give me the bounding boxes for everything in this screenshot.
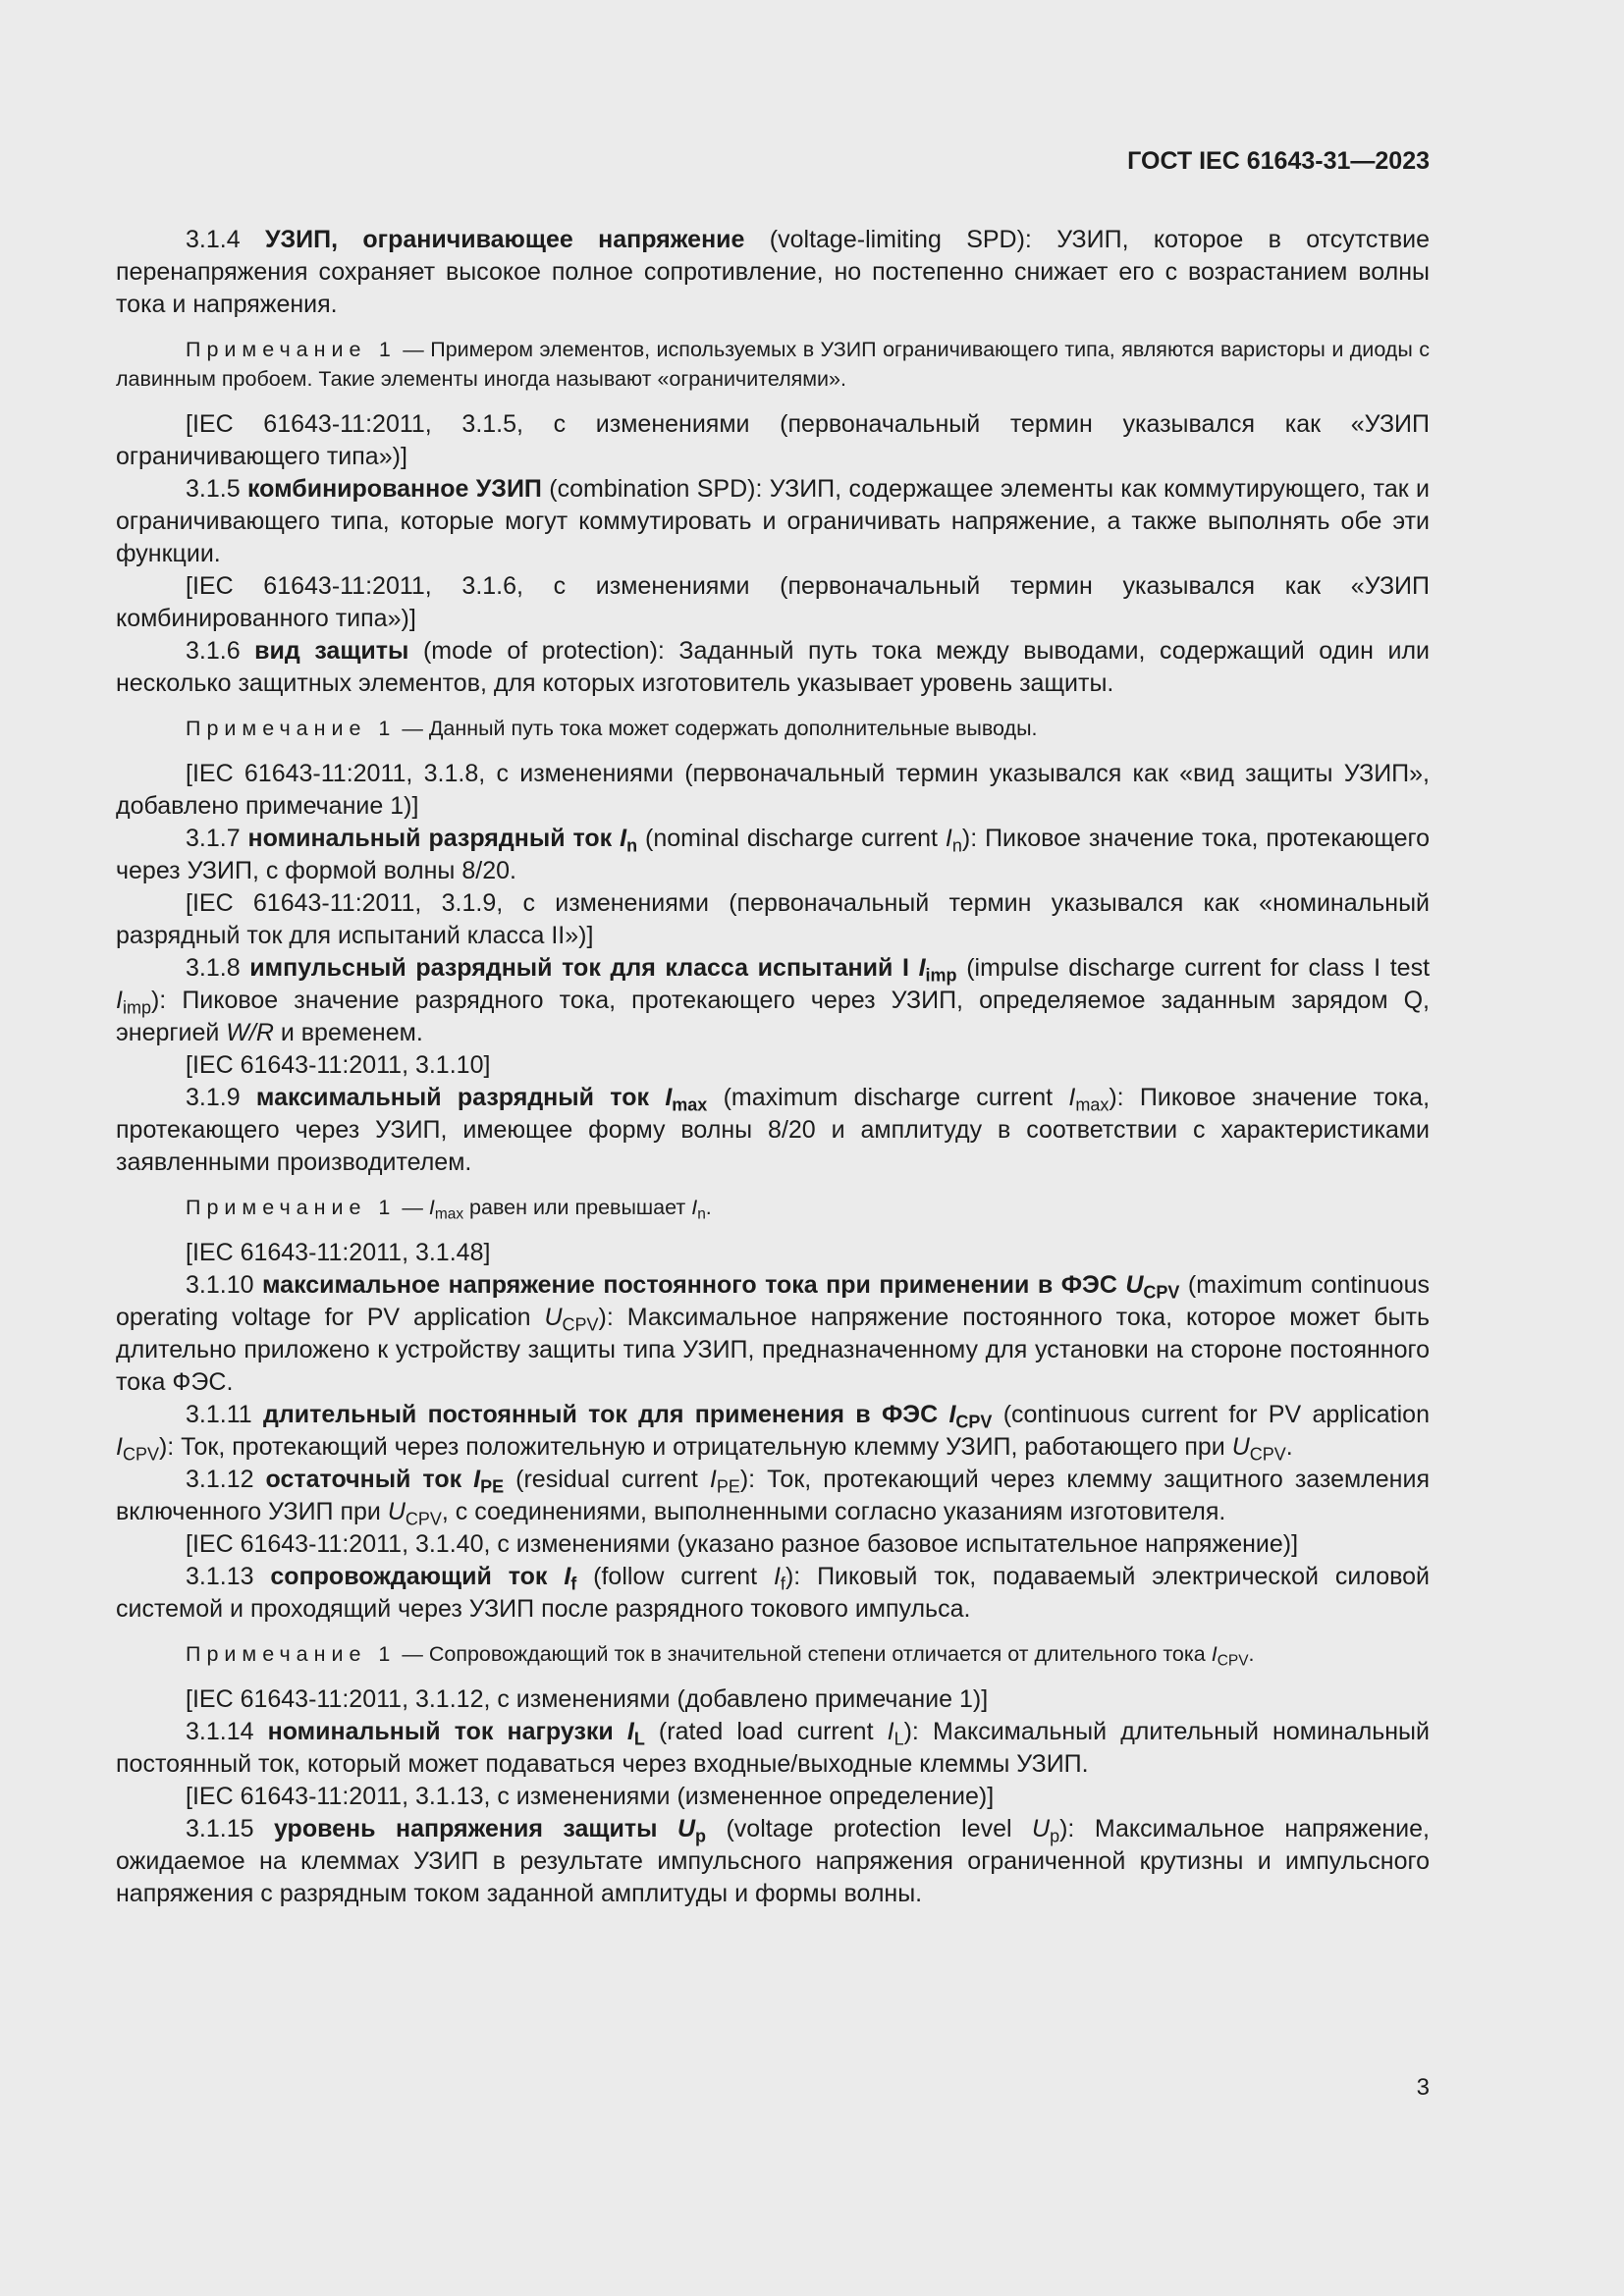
definition-3-1-7: 3.1.7 номинальный разрядный ток $I_n$ (nominal discharge current $I_n$): Пиковое значение тока, протекающего через УЗИП, с формой волны 8/20. (116, 825, 1431, 884)
definition-3-1-11: 3.1.11 длительный постоянный ток для применения в ФЭС $I_{CPV}$ (continuous current for PV application $I_{CPV}$): Ток, протекающий через положительную и отрицательную клемму УЗИП, работающего при $U_{CPV}$. (116, 1401, 1430, 1465)
term-name: остаточный ток $I_{PE}$ (265, 1466, 505, 1497)
term-name: уровень напряжения защиты $U_p$ (273, 1815, 707, 1846)
note-3-1-6: Примечание 1 — Данный путь тока может содержать дополнительные выводы. (186, 717, 1038, 740)
reference-3-1-13: [IEC 61643-11:2011, 3.1.12, с изменениями (добавлено примечание 1)] (186, 1685, 989, 1713)
reference-3-1-5: [IEC 61643-11:2011, 3.1.6, с изменениями (первоначальный термин указывался как «УЗИП комбинированного типа»)] (116, 572, 1430, 632)
definition-3-1-13: 3.1.13 сопровождающий ток $I_f$ (follow current $I_f$): Пиковый ток, подаваемый электрической силовой системой и проходящий через УЗИП после разрядного токового импульса. (116, 1563, 1430, 1623)
reference-3-1-8: [IEC 61643-11:2011, 3.1.10] (186, 1051, 491, 1079)
definition-3-1-15: 3.1.15 уровень напряжения защиты $U_p$ (voltage protection level $U_p$): Максимальное напряжение, ожидаемое на клеммах УЗИП в результате импульсного напряжения ограниченной крутизны и импульсного напряжения с разрядным током заданной амплитуды и формы волны. (116, 1815, 1430, 1907)
term-name: комбинированное УЗИП (246, 475, 542, 503)
definition-3-1-8: 3.1.8 импульсный разрядный ток для класса испытаний I $I_{imp}$ (impulse discharge current for class I test $I_{imp}$): Пиковое значение разрядного тока, протекающего через УЗИП, определяемое заданным зарядом Q, энергией W/R и временем. (116, 954, 1431, 1046)
note-3-1-13: Примечание 1 — Сопровождающий ток в значительной степени отличается от длительного тока $I_{CPV}$. (186, 1642, 1255, 1670)
definition-3-1-9: 3.1.9 максимальный разрядный ток $I_{max}$ (maximum discharge current $I_{max}$): Пиковое значение тока, протекающего через УЗИП, имеющее форму волны 8/20 и амплитуду в соответствии с характеристиками заявленными производителем. (116, 1084, 1431, 1176)
term-name: УЗИП, ограничивающее напряжение (264, 226, 745, 253)
reference-3-1-12: [IEC 61643-11:2011, 3.1.40, с изменениями (указано разное базовое испытательное напряжение)] (186, 1530, 1299, 1558)
reference-3-1-6: [IEC 61643-11:2011, 3.1.8, с изменениями (первоначальный термин указывался как «вид защиты УЗИП», добавлено примечание 1)] (116, 760, 1430, 820)
definition-3-1-14: 3.1.14 номинальный ток нагрузки $I_L$ (rated load current $I_L$): Максимальный длительный номинальный постоянный ток, который может подаваться через входные/выходные клеммы УЗИП. (116, 1718, 1430, 1778)
term-name: номинальный разрядный ток $I_n$ (247, 825, 638, 856)
reference-3-1-14: [IEC 61643-11:2011, 3.1.13, с изменениями (измененное определение)] (186, 1783, 995, 1810)
reference-3-1-9: [IEC 61643-11:2011, 3.1.48] (186, 1239, 491, 1266)
term-name: сопровождающий ток $I_f$ (270, 1563, 577, 1594)
definition-3-1-10: 3.1.10 максимальное напряжение постоянного тока при применении в ФЭС $U_{CPV}$ (maximum continuous operating voltage for PV application $U_{CPV}$): Максимальное напряжение постоянного тока, которое может быть длительно приложено к устройству защиты типа УЗИП, предназначенному для установки на стороне постоянного тока ФЭС. (116, 1271, 1430, 1396)
note-3-1-9: Примечание 1 — $I_{max}$ равен или превышает $I_n$. (186, 1196, 712, 1223)
definition-3-1-12: 3.1.12 остаточный ток $I_{PE}$ (residual current $I_{PE}$): Ток, протекающий через клемму защитного заземления включенного УЗИП при $U_{CPV}$, с соединениями, выполненными согласно указаниям изготовителя. (116, 1466, 1430, 1529)
definition-3-1-5: 3.1.5 комбинированное УЗИП (combination SPD): УЗИП, содержащее элементы как коммутирующего, так и ограничивающего типа, которые могут коммутировать и ограничивать напряжение, а также выполнять обе эти функции. (116, 475, 1430, 567)
term-name: максимальный разрядный ток $I_{max}$ (255, 1084, 708, 1115)
term-name: длительный постоянный ток для применения в ФЭС $I_{CPV}$ (262, 1401, 993, 1432)
document-id-header: ГОСТ IEC 61643-31—2023 (1127, 147, 1430, 175)
term-name: номинальный ток нагрузки $I_L$ (267, 1718, 645, 1749)
page-number: 3 (1416, 2074, 1430, 2101)
note-3-1-4: Примечание 1 — Примером элементов, используемых в УЗИП ограничивающего типа, являются варисторы и диоды с лавинным пробоем. Такие элементы иногда называют «ограничителями». (116, 338, 1430, 391)
reference-3-1-7: [IEC 61643-11:2011, 3.1.9, с изменениями (первоначальный термин указывался как «номинальный разрядный ток для испытаний класса II»)] (116, 889, 1430, 949)
document-body (116, 224, 1430, 1910)
reference-3-1-4: [IEC 61643-11:2011, 3.1.5, с изменениями (первоначальный термин указывался как «УЗИП ограничивающего типа»)] (116, 410, 1430, 470)
definition-3-1-4: 3.1.4 УЗИП, ограничивающее напряжение (voltage-limiting SPD): УЗИП, которое в отсутствие перенапряжения сохраняет высокое полное сопротивление, но постепенно снижает его с возрастанием волны тока и напряжения. (116, 226, 1430, 318)
term-name: максимальное напряжение постоянного тока при применении в ФЭС $U_{CPV}$ (262, 1271, 1180, 1303)
term-name: вид защиты (254, 637, 409, 665)
definition-3-1-6: 3.1.6 вид защиты (mode of protection): Заданный путь тока между выводами, содержащий один или несколько защитных элементов, для которых изготовитель указывает уровень защиты. (116, 637, 1430, 697)
term-name: импульсный разрядный ток для класса испытаний I $I_{imp}$ (249, 954, 957, 986)
